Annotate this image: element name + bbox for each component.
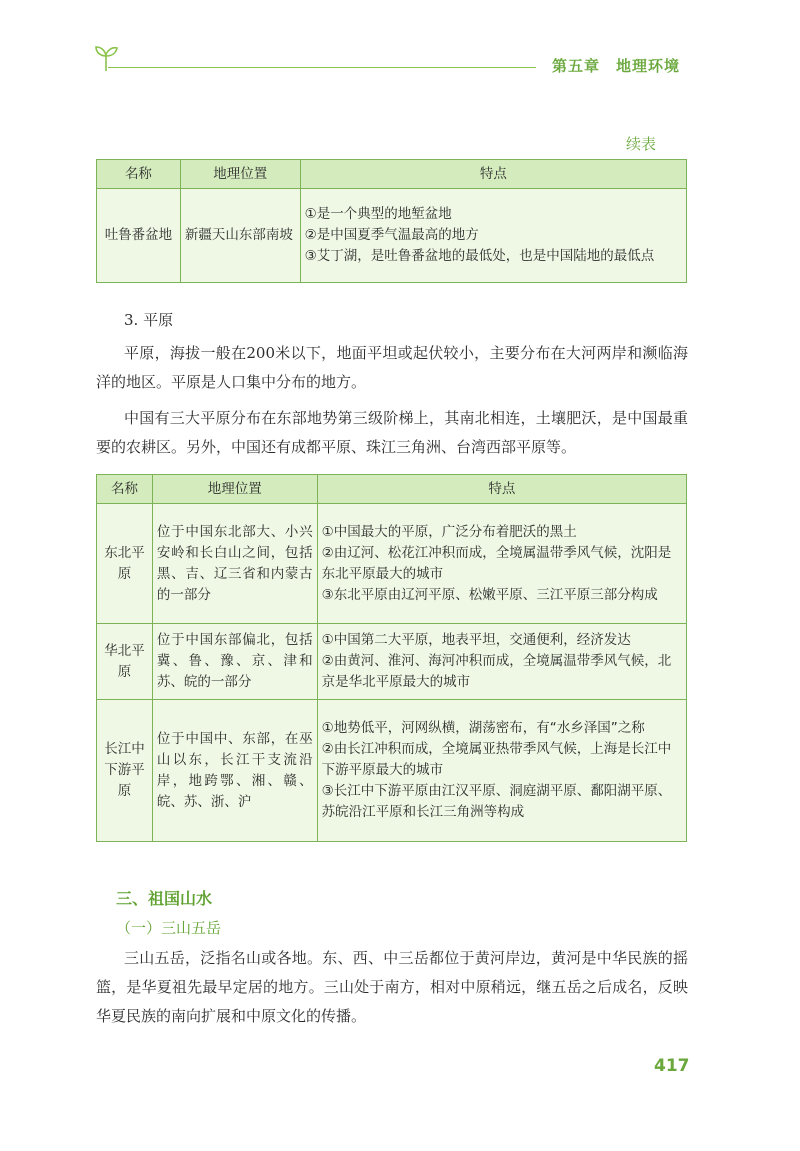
feature-item: ①地势低平，河网纵横，湖荡密布，有“水乡泽国”之称 <box>321 720 645 736</box>
header-name: 名称 <box>97 475 153 504</box>
section-heading: 三、祖国山水 <box>116 889 213 908</box>
plains-table <box>96 474 687 842</box>
feature-item: ③艾丁湖，是吐鲁番盆地的最低处，也是中国陆地的最低点 <box>304 248 655 264</box>
feature-item: ②由长江冲积而成，全境属亚热带季风气候，上海是长江中下游平原最大的城市 <box>321 741 672 778</box>
header-features: 特点 <box>317 475 686 504</box>
cell-location: 位于中国东部偏北，包括冀、鲁、豫、京、津和苏、皖的一部分 <box>152 624 317 700</box>
basin-table <box>96 159 687 283</box>
table-header-row <box>97 160 687 189</box>
header-name: 名称 <box>97 160 181 189</box>
cell-name: 东北平原 <box>97 504 153 624</box>
cell-features <box>317 504 686 624</box>
cell-name: 长江中下游平原 <box>97 700 153 842</box>
plains-paragraph-2: 中国有三大平原分布在东部地势第三级阶梯上，其南北相连，土壤肥沃，是中国最重要的农耕区。另外，中国还有成都平原、珠江三角洲、台湾西部平原等。 <box>96 409 688 456</box>
header-features: 特点 <box>300 160 686 189</box>
continued-label: 续表 <box>626 135 657 153</box>
cell-name: 吐鲁番盆地 <box>97 189 181 283</box>
feature-item: ②由黄河、淮河、海河冲积而成，全境属温带季风气候，北京是华北平原最大的城市 <box>321 653 672 690</box>
cell-features <box>300 189 686 283</box>
plains-heading: 3. 平原 <box>124 311 174 329</box>
header-location: 地理位置 <box>180 160 300 189</box>
plains-paragraph-1: 平原，海拔一般在200米以下，地面平坦或起伏较小，主要分布在大河两岸和濒临海洋的地区。平原是人口集中分布的地方。 <box>96 344 688 391</box>
cell-location: 位于中国东北部大、小兴安岭和长白山之间，包括黑、吉、辽三省和内蒙古的一部分 <box>152 504 317 624</box>
cell-features <box>317 700 686 842</box>
mountains-paragraph: 三山五岳，泛指名山或各地。东、西、中三岳都位于黄河岸边，黄河是中华民族的摇篮，是华夏祖先最早定居的地方。三山处于南方，相对中原稍远，继五岳之后成名，反映华夏民族的南向扩展和中原文化的传播。 <box>96 949 688 1025</box>
table-row <box>97 189 687 283</box>
header-location: 地理位置 <box>152 475 317 504</box>
header-rule <box>108 67 536 68</box>
table-row <box>97 700 687 842</box>
feature-item: ①中国第二大平原，地表平坦，交通便利，经济发达 <box>321 632 631 648</box>
table-row <box>97 504 687 624</box>
feature-item: ①中国最大的平原，广泛分布着肥沃的黑土 <box>321 523 577 540</box>
feature-item: ②是中国夏季气温最高的地方 <box>304 227 479 243</box>
cell-features <box>317 624 686 700</box>
table-row <box>97 624 687 700</box>
feature-item: ③长江中下游平原由江汉平原、洞庭湖平原、鄱阳湖平原、苏皖沿江平原和长江三角洲等构成 <box>321 783 672 820</box>
cell-location: 新疆天山东部南坡 <box>180 189 300 283</box>
cell-location: 位于中国中、东部，在巫山以东，长江干支流沿岸，地跨鄂、湘、赣、皖、苏、浙、沪 <box>152 700 317 842</box>
feature-item: ②由辽河、松花江冲积而成，全境属温带季风气候，沈阳是东北平原最大的城市 <box>321 544 672 582</box>
table-header-row <box>97 475 687 504</box>
subsection-heading: （一）三山五岳 <box>116 919 222 937</box>
feature-item: ③东北平原由辽河平原、松嫩平原、三江平原三部分构成 <box>321 586 658 603</box>
page-number: 417 <box>654 1056 690 1076</box>
cell-name: 华北平原 <box>97 624 153 700</box>
feature-item: ①是一个典型的地堑盆地 <box>304 206 452 222</box>
chapter-title: 第五章 地理环境 <box>552 57 681 75</box>
